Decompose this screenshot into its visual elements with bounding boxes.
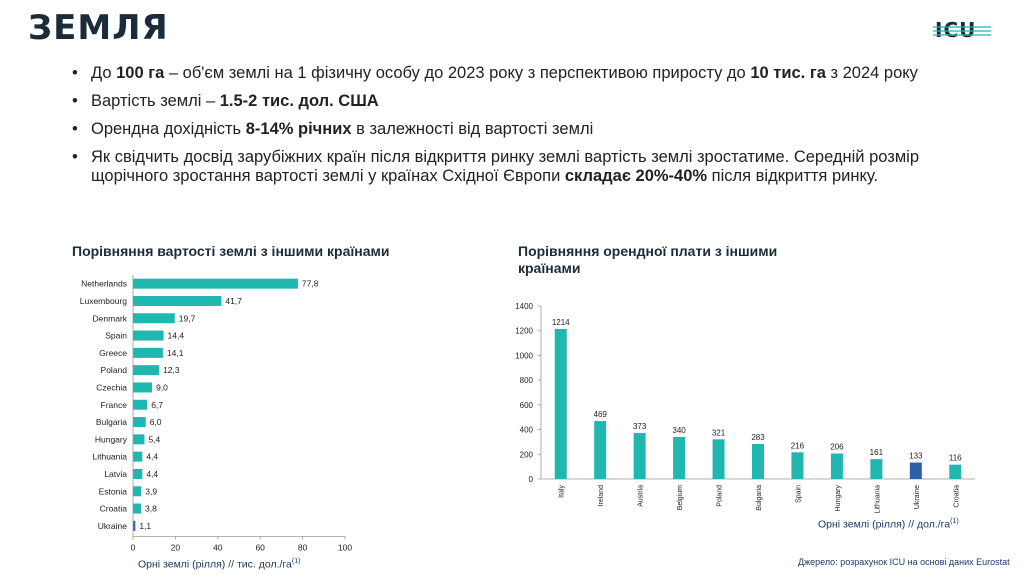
chart2-title: Порівняння орендної плати з іншими країнами xyxy=(518,243,778,276)
bullet-text: після відкриття ринку. xyxy=(707,167,879,185)
data-label: 9,0 xyxy=(156,382,168,393)
bar xyxy=(791,452,803,479)
chart2-xlabel: Орні землі (рілля) // $дол./га^{(1)}$ xyxy=(818,518,959,531)
category-label: Latvia xyxy=(104,468,127,479)
logo-text: ICU xyxy=(935,18,977,42)
bullet-text: Як свідчить досвід зарубіжних країн після відкриття ринку землі вартість землі зростатиме. Середній розмір щорічного зростання вартості землі у країнах Східної Європи xyxy=(91,148,920,185)
data-label: 4,4 xyxy=(146,468,159,479)
category-label: Ireland xyxy=(598,485,606,507)
data-label: 116 xyxy=(948,453,962,463)
data-label: 19,7 xyxy=(178,313,196,324)
x-tick-label: 40 xyxy=(213,542,223,553)
bar xyxy=(870,459,882,479)
bar xyxy=(133,365,159,375)
page-title: ЗЕМЛЯ xyxy=(28,8,169,48)
y-tick-label: 1200 xyxy=(515,326,533,336)
x-tick-label: 0 xyxy=(130,542,136,553)
category-label: Spain xyxy=(795,485,803,503)
chart1-title: Порівняння вартості землі з іншими країнами xyxy=(72,243,390,259)
category-label: Czechia xyxy=(96,382,127,393)
bullet-text: – об'єм землі на 1 фізичну особу до 2023 року з перспективою приросту до xyxy=(164,64,751,82)
bar xyxy=(133,504,141,514)
category-label: Croatia xyxy=(99,503,127,514)
x-tick-label: 80 xyxy=(297,542,308,553)
data-label: 340 xyxy=(672,425,686,435)
data-label: 283 xyxy=(751,433,765,443)
data-label: 3,8 xyxy=(145,503,157,514)
y-tick-label: 0 xyxy=(528,475,533,484)
x-tick-label: 100 xyxy=(337,542,353,553)
data-label: 41,7 xyxy=(225,295,242,306)
data-label: 5,4 xyxy=(148,434,161,445)
category-label: Ukraine xyxy=(913,485,921,510)
source-note: Джерело: розрахунок ICU на основі даних Eurostat xyxy=(798,557,1010,567)
data-label: 1,1 xyxy=(139,520,152,531)
rent-chart xyxy=(505,295,985,535)
bullet-emphasis: 100 га xyxy=(116,64,165,82)
bullet-emphasis: 1.5-2 тис. дол. США xyxy=(219,92,379,110)
bar xyxy=(133,417,146,427)
bar xyxy=(133,313,175,323)
bar xyxy=(555,329,567,479)
bar xyxy=(713,439,725,479)
data-label: 14,1 xyxy=(166,347,184,358)
bar xyxy=(133,434,144,444)
bar xyxy=(673,437,685,479)
bullet-text: До xyxy=(91,64,117,82)
data-label: 14,4 xyxy=(167,330,185,341)
data-label: 206 xyxy=(830,442,844,452)
x-tick-label: 20 xyxy=(170,542,181,553)
bullet-text: Орендна дохідність xyxy=(91,120,246,138)
data-label: 216 xyxy=(790,441,805,451)
category-label: Austria xyxy=(637,485,645,507)
category-label: Estonia xyxy=(98,486,127,497)
bullet-item xyxy=(70,92,950,111)
x-tick-label: 60 xyxy=(255,542,265,553)
bar xyxy=(133,382,152,392)
category-label: Belgium xyxy=(677,485,685,511)
chart1-xlabel: Орні землі (рілля) // тис. $дол./га^{(1)}$ xyxy=(138,558,301,571)
category-label: Bulgaria xyxy=(95,417,127,428)
y-tick-label: 200 xyxy=(519,450,533,460)
data-label: 6,7 xyxy=(151,399,164,410)
data-label: 4,4 xyxy=(146,451,159,462)
category-label: Poland xyxy=(100,365,127,376)
land-value-chart xyxy=(40,270,420,570)
bar xyxy=(133,469,142,479)
y-tick-label: 1400 xyxy=(515,302,533,311)
bullet-emphasis: 8-14% річних xyxy=(245,120,352,138)
category-label: Italy xyxy=(558,485,566,498)
category-label: Luxembourg xyxy=(79,295,127,306)
data-label: 133 xyxy=(909,451,923,461)
bar xyxy=(949,465,961,479)
category-label: Ukraine xyxy=(97,520,127,531)
category-label: Hungary xyxy=(94,434,127,445)
bar xyxy=(133,400,147,410)
category-label: Poland xyxy=(716,485,724,507)
bullet-item xyxy=(70,120,950,139)
data-label: 6,0 xyxy=(149,417,162,428)
bar xyxy=(133,348,163,358)
bar xyxy=(133,296,221,306)
data-label: 469 xyxy=(593,410,607,420)
y-tick-label: 600 xyxy=(519,400,533,410)
data-label: 77,8 xyxy=(301,278,319,289)
category-label: France xyxy=(100,399,127,410)
category-label: Croatia xyxy=(953,485,961,508)
bar xyxy=(752,444,764,479)
bullet-list xyxy=(70,64,950,195)
data-label: 12,3 xyxy=(163,365,180,376)
category-label: Greece xyxy=(99,347,127,358)
bullet-emphasis: 10 тис. га xyxy=(750,64,826,82)
y-tick-label: 400 xyxy=(519,425,533,435)
bar xyxy=(133,486,141,496)
bar xyxy=(133,279,298,289)
bar xyxy=(133,331,164,341)
category-label: Spain xyxy=(105,330,127,341)
bullet-text: Вартість землі – xyxy=(91,92,220,110)
category-label: Bulgaria xyxy=(756,485,763,511)
bar xyxy=(133,452,142,462)
data-label: 321 xyxy=(711,428,726,438)
category-label: Hungary xyxy=(834,485,842,512)
bullet-text: з 2024 року xyxy=(825,64,918,82)
y-tick-label: 800 xyxy=(519,376,533,386)
category-label: Lithuania xyxy=(92,451,127,462)
data-label: 161 xyxy=(869,448,884,458)
icu-logo xyxy=(933,18,993,44)
category-label: Netherlands xyxy=(81,278,127,289)
category-label: Lithuania xyxy=(874,485,882,514)
bullet-item xyxy=(70,148,950,186)
bar xyxy=(594,421,606,479)
data-label: 1214 xyxy=(551,317,570,327)
category-label: Denmark xyxy=(92,313,127,324)
bar xyxy=(634,433,646,479)
data-label: 373 xyxy=(632,421,647,431)
bullet-emphasis: складає 20%-40% xyxy=(564,167,708,185)
bar xyxy=(831,454,843,479)
y-tick-label: 1000 xyxy=(515,351,533,361)
bar xyxy=(910,463,922,479)
bullet-text: в залежності від вартості землі xyxy=(351,120,594,138)
data-label: 3,9 xyxy=(145,486,158,497)
bullet-item xyxy=(70,64,950,83)
